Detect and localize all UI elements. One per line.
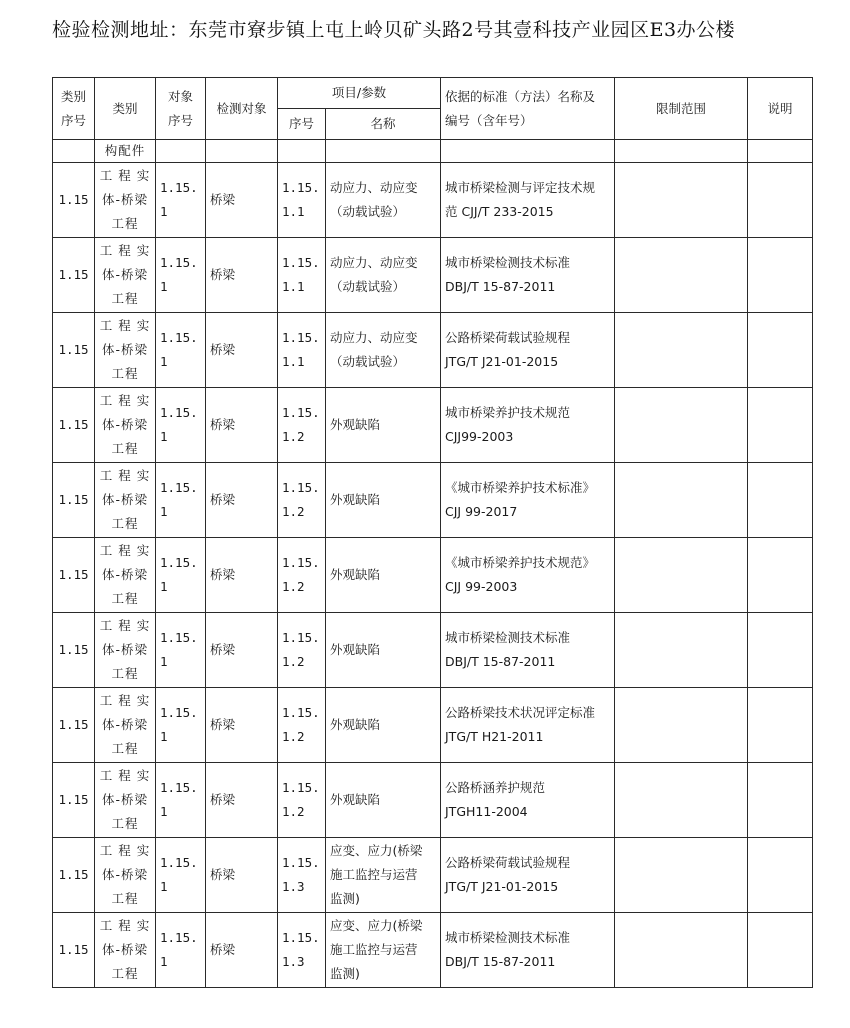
cell-line: 1 [160,429,168,444]
cell-object: 桥梁 [206,763,278,838]
cell-line: 工 程 实 [99,918,151,933]
cell-line: 工程 [111,441,139,456]
cell-line: 1.15. [282,480,320,495]
cell-line: 施工监控与运营 [330,942,418,957]
cell-line: 1 [160,204,168,219]
cell-line: 1.15. [282,930,320,945]
cell-item-no [278,838,326,913]
cell-line: 1 [160,804,168,819]
table-row [53,238,813,313]
cell-item-no [278,313,326,388]
cell-line: 工程 [111,216,139,231]
cell-line: 1 [160,279,168,294]
cell-line: 工 程 实 [99,168,151,183]
cell-object: 桥梁 [206,838,278,913]
cell-line: 公路桥梁荷载试验规程 [445,855,571,870]
cell-line: 工程 [111,366,139,381]
cell-object: 桥梁 [206,163,278,238]
cell-line: 体-桥梁 [101,642,148,657]
cell-line: 体-桥梁 [101,342,148,357]
cell-limit [615,538,748,613]
cell-line: JTGH11-2004 [445,804,528,819]
cell-note [748,388,813,463]
cell-object: 桥梁 [206,463,278,538]
cell-line: 工 程 实 [99,318,151,333]
cell-line: 1.15. [160,555,198,570]
cell-line: 体-桥梁 [101,492,148,507]
cell-line: （动载试验） [330,354,406,369]
header-standard: 依据的标准（方法）名称及 编号（含年号） [441,78,615,140]
header-row-1 [53,78,813,109]
cell-line: CJJ99-2003 [445,429,514,444]
cell-item-no [278,688,326,763]
cell-category [95,238,156,313]
cell-line: 1.15. [282,705,320,720]
cell-line: DBJ/T 15-87-2011 [445,954,556,969]
cell-line: 体-桥梁 [101,792,148,807]
cell-line: 1.15. [160,705,198,720]
header-item-name: 名称 [326,109,441,140]
cell-item-name [326,763,441,838]
cell-obj-no [156,913,206,988]
cell-line: 1.15. [282,855,320,870]
cell-line: （动载试验） [330,204,406,219]
cell-standard [441,313,615,388]
cell-item-name [326,913,441,988]
cell-item-no [278,163,326,238]
cell-standard [441,838,615,913]
cell-line: 1 [160,729,168,744]
cell-cat-no: 1.15 [53,238,95,313]
inspection-address: 检验检测地址：东莞市寮步镇上屯上岭贝矿头路2号其壹科技产业园区E3办公楼 [52,19,736,41]
cell-line: 1.1 [282,204,305,219]
cell-line: DBJ/T 15-87-2011 [445,279,556,294]
cell-line: 工程 [111,666,139,681]
cell-item-no [278,913,326,988]
cell-obj-no [156,238,206,313]
cell-line: 体-桥梁 [101,267,148,282]
cell-line: 1.15. [282,780,320,795]
cell-line: 公路桥涵养护规范 [445,780,546,795]
cell-obj-no [156,763,206,838]
cell-item-name [326,538,441,613]
cell-line: 动应力、动应变 [330,330,418,345]
cell-line: 1 [160,504,168,519]
header-note: 说明 [748,78,813,140]
cell-item-name [326,613,441,688]
cell-cat-no: 1.15 [53,313,95,388]
cell-line: 施工监控与运营 [330,867,418,882]
cell-cat-no: 1.15 [53,388,95,463]
cell-line: 1.15. [282,405,320,420]
cell-line: 城市桥梁检测技术标准 [445,930,571,945]
cell-cat-no: 1.15 [53,688,95,763]
cell-obj-no [156,163,206,238]
cell-item-no [278,463,326,538]
cell-category [95,313,156,388]
cell-item-name [326,313,441,388]
cell-line: 体-桥梁 [101,567,148,582]
cell-line: 城市桥梁检测与评定技术规 [445,180,596,195]
cell-line: 体-桥梁 [101,192,148,207]
cell-line: 监测) [330,966,360,981]
cell-item-name [326,463,441,538]
cell-line: 工 程 实 [99,543,151,558]
cell-line: 1.15. [160,930,198,945]
cell-object: 桥梁 [206,313,278,388]
cell-line: 1.15. [160,405,198,420]
cell-line: 工 程 实 [99,693,151,708]
cell-line: 体-桥梁 [101,417,148,432]
cell-line: 工程 [111,291,139,306]
cell-line: 公路桥梁荷载试验规程 [445,330,571,345]
cell-line: 体-桥梁 [101,867,148,882]
cell-obj-no [156,688,206,763]
cell-line: 动应力、动应变 [330,180,418,195]
cell-line: 1.15. [160,855,198,870]
cell-line: 工程 [111,966,139,981]
cell-line: CJJ 99-2003 [445,579,518,594]
cell-category [95,538,156,613]
cell-line: 1.2 [282,729,305,744]
table-row [53,388,813,463]
cell-limit [615,913,748,988]
cell-category [95,463,156,538]
table-row [53,913,813,988]
cell-line: 1 [160,354,168,369]
cell-category [95,388,156,463]
table-row [53,538,813,613]
cell-category [95,763,156,838]
cell-line: 1.15. [282,330,320,345]
cell-category [95,613,156,688]
cell-item-no [278,388,326,463]
cell-cat-no: 1.15 [53,763,95,838]
cell-line: 1 [160,579,168,594]
table-row [53,463,813,538]
cell-limit [615,838,748,913]
cell-category [95,913,156,988]
table-row [53,613,813,688]
cell-object: 桥梁 [206,238,278,313]
cell-line: 《城市桥梁养护技术标准》 [445,480,596,495]
cell-line: 外观缺陷 [330,567,381,582]
cell-line: 1.15. [282,630,320,645]
cell-note [748,688,813,763]
cell-object: 桥梁 [206,613,278,688]
cell-standard [441,538,615,613]
cell-line: 工 程 实 [99,843,151,858]
cell-note [748,763,813,838]
cell-line: 工 程 实 [99,618,151,633]
cell-standard [441,388,615,463]
cell-line: 外观缺陷 [330,642,381,657]
cell-line: 监测) [330,891,360,906]
cell-obj-no [156,388,206,463]
cell-line: 外观缺陷 [330,492,381,507]
cell-line: 1.2 [282,504,305,519]
cell-line: 外观缺陷 [330,717,381,732]
cell-line: 工程 [111,591,139,606]
cell-obj-no [156,538,206,613]
cell-line: 1.15. [160,480,198,495]
partial-cat-no [53,140,95,163]
cell-line: 1.2 [282,804,305,819]
cell-note [748,838,813,913]
cell-category [95,688,156,763]
cell-standard [441,913,615,988]
table-row [53,838,813,913]
header-item-no: 序号 [278,109,326,140]
cell-line: 外观缺陷 [330,417,381,432]
accreditation-table [52,77,813,988]
cell-limit [615,463,748,538]
cell-line: 1.1 [282,279,305,294]
cell-obj-no [156,613,206,688]
cell-line: 城市桥梁检测技术标准 [445,255,571,270]
cell-cat-no: 1.15 [53,913,95,988]
cell-note [748,613,813,688]
cell-obj-no [156,463,206,538]
cell-limit [615,613,748,688]
table-row [53,688,813,763]
cell-line: 工程 [111,816,139,831]
cell-item-no [278,763,326,838]
cell-line: 1.2 [282,654,305,669]
cell-line: 1.15. [282,555,320,570]
table-row [53,313,813,388]
table-row [53,163,813,238]
cell-cat-no: 1.15 [53,838,95,913]
cell-limit [615,763,748,838]
cell-line: 动应力、动应变 [330,255,418,270]
cell-object: 桥梁 [206,388,278,463]
cell-item-name [326,238,441,313]
cell-line: 1 [160,879,168,894]
cell-line: 1.15. [160,180,198,195]
cell-line: DBJ/T 15-87-2011 [445,654,556,669]
cell-line: CJJ 99-2017 [445,504,518,519]
cell-note [748,538,813,613]
cell-line: 1.3 [282,954,305,969]
cell-obj-no [156,313,206,388]
cell-cat-no: 1.15 [53,538,95,613]
cell-standard [441,763,615,838]
cell-line: 《城市桥梁养护技术规范》 [445,555,596,570]
cell-limit [615,313,748,388]
cell-line: 工 程 实 [99,393,151,408]
cell-line: 外观缺陷 [330,792,381,807]
cell-line: 城市桥梁养护技术规范 [445,405,571,420]
cell-standard [441,238,615,313]
cell-cat-no: 1.15 [53,163,95,238]
header-object: 检测对象 [206,78,278,140]
cell-limit [615,388,748,463]
cell-obj-no [156,838,206,913]
cell-line: 体-桥梁 [101,942,148,957]
partial-row [53,140,813,163]
cell-line: 公路桥梁技术状况评定标准 [445,705,596,720]
cell-item-name [326,163,441,238]
cell-limit [615,688,748,763]
cell-object: 桥梁 [206,538,278,613]
cell-note [748,163,813,238]
cell-line: 1.2 [282,579,305,594]
cell-line: 1.15. [160,780,198,795]
cell-line: JTG/T J21-01-2015 [445,354,559,369]
cell-item-name [326,688,441,763]
cell-line: JTG/T H21-2011 [445,729,544,744]
cell-line: 工 程 实 [99,468,151,483]
cell-line: 1.15. [160,630,198,645]
cell-cat-no: 1.15 [53,463,95,538]
cell-cat-no: 1.15 [53,613,95,688]
header-obj-no: 对象 序号 [156,78,206,140]
cell-item-name [326,388,441,463]
cell-object: 桥梁 [206,688,278,763]
cell-line: 城市桥梁检测技术标准 [445,630,571,645]
cell-line: 1 [160,954,168,969]
cell-note [748,913,813,988]
cell-note [748,463,813,538]
cell-line: 1.15. [160,255,198,270]
cell-line: JTG/T J21-01-2015 [445,879,559,894]
cell-line: 工 程 实 [99,768,151,783]
cell-line: 工程 [111,891,139,906]
cell-standard [441,688,615,763]
header-category: 类别 [95,78,156,140]
cell-line: 1 [160,654,168,669]
cell-line: 工程 [111,516,139,531]
cell-line: （动载试验） [330,279,406,294]
cell-category [95,163,156,238]
cell-category [95,838,156,913]
cell-line: 范 CJJ/T 233-2015 [445,204,554,219]
header-cat-no: 类别 序号 [53,78,95,140]
header-item-group: 项目/参数 [278,78,441,109]
cell-note [748,313,813,388]
cell-standard [441,463,615,538]
cell-line: 1.15. [282,180,320,195]
cell-line: 体-桥梁 [101,717,148,732]
cell-line: 1.15. [160,330,198,345]
cell-line: 1.1 [282,354,305,369]
cell-standard [441,163,615,238]
cell-line: 1.2 [282,429,305,444]
cell-line: 1.15. [282,255,320,270]
cell-standard [441,613,615,688]
cell-line: 工 程 实 [99,243,151,258]
cell-item-name [326,838,441,913]
cell-item-no [278,613,326,688]
cell-item-no [278,238,326,313]
header-limit: 限制范围 [615,78,748,140]
cell-line: 1.3 [282,879,305,894]
table-row [53,763,813,838]
cell-object: 桥梁 [206,913,278,988]
cell-line: 应变、应力(桥梁 [330,918,423,933]
partial-category: 构配件 [95,140,156,163]
cell-limit [615,163,748,238]
cell-limit [615,238,748,313]
cell-line: 应变、应力(桥梁 [330,843,423,858]
cell-note [748,238,813,313]
cell-item-no [278,538,326,613]
cell-line: 工程 [111,741,139,756]
